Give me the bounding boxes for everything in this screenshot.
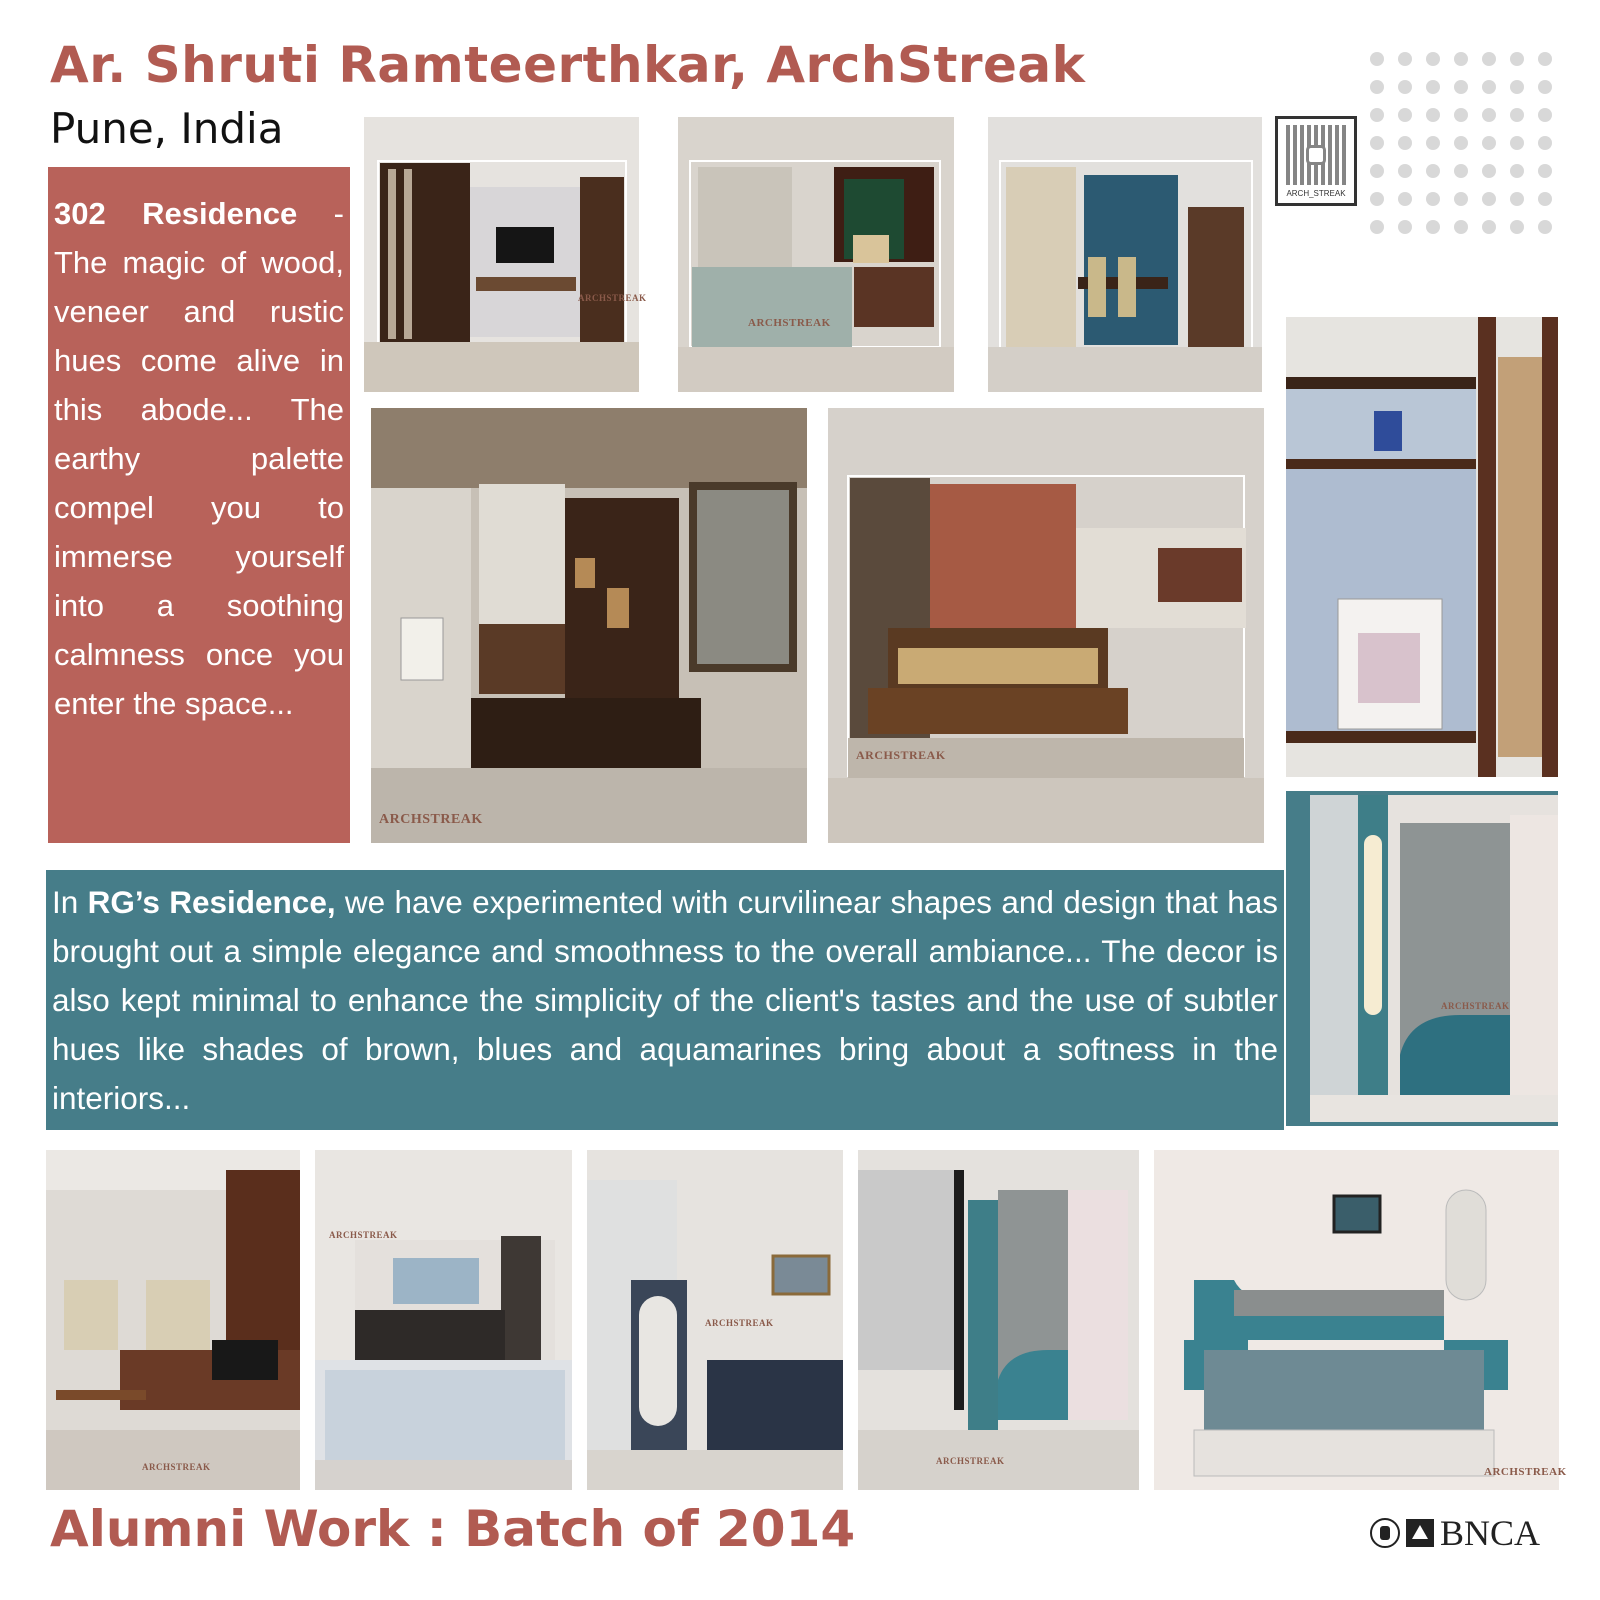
project-rg-lead: In	[52, 884, 88, 920]
decorative-dot	[1538, 136, 1552, 150]
wardrobe-teal-illustration	[1310, 795, 1558, 1122]
decorative-dot	[1454, 52, 1468, 66]
decorative-dot	[1482, 80, 1496, 94]
niche-blue-illustration	[1286, 317, 1558, 777]
photo-bedroom-teal-bed	[1154, 1150, 1567, 1490]
photo-bedroom-seascape	[315, 1150, 572, 1490]
decorative-dot	[1454, 164, 1468, 178]
decorative-dot	[1538, 220, 1552, 234]
decorative-dot	[1454, 220, 1468, 234]
mandir-illustration	[371, 408, 807, 843]
decorative-dot	[1426, 108, 1440, 122]
qr-label: ARCH_STREAK	[1286, 189, 1346, 198]
photo-wardrobe-mirror	[587, 1150, 843, 1490]
living-room-illustration	[364, 117, 639, 392]
decorative-dot	[1426, 192, 1440, 206]
college-crest-icon	[1406, 1519, 1434, 1547]
decorative-dot	[1426, 80, 1440, 94]
decorative-dot	[1510, 164, 1524, 178]
bnca-logo-text: BNCA	[1440, 1513, 1541, 1553]
project-rg-description	[46, 870, 1284, 1130]
decorative-dot	[1398, 80, 1412, 94]
page-title: Ar. Shruti Ramteerthkar, ArchStreak	[50, 36, 1086, 94]
decorative-dot	[1370, 80, 1384, 94]
decorative-dot	[1426, 164, 1440, 178]
decorative-dot	[1370, 108, 1384, 122]
decorative-dot	[1398, 52, 1412, 66]
decorative-dot	[1398, 192, 1412, 206]
watermark: ARCHSTREAK	[705, 1318, 774, 1328]
decorative-dot	[1454, 192, 1468, 206]
project-rg-name: RG’s Residence,	[87, 884, 336, 920]
decorative-dot	[1370, 192, 1384, 206]
dot-pattern	[1370, 52, 1565, 242]
watermark: ARCHSTREAK	[329, 1230, 398, 1240]
watermark: ARCHSTREAK	[578, 293, 647, 303]
decorative-dot	[1510, 136, 1524, 150]
living-tv-wood-illustration	[46, 1150, 300, 1490]
dining-illustration	[988, 117, 1262, 392]
decorative-dot	[1510, 192, 1524, 206]
watermark: ARCHSTREAK	[1441, 1001, 1510, 1011]
decorative-dot	[1510, 220, 1524, 234]
decorative-dot	[1510, 80, 1524, 94]
decorative-dot	[1482, 52, 1496, 66]
decorative-dot	[1482, 164, 1496, 178]
decorative-dot	[1482, 136, 1496, 150]
decorative-dot	[1482, 192, 1496, 206]
project-302-description	[48, 167, 350, 843]
photo-mandir-display	[371, 408, 807, 843]
location: Pune, India	[50, 104, 284, 153]
decorative-dot	[1538, 164, 1552, 178]
photo-bedroom-green	[678, 117, 954, 392]
project-302-name: 302 Residence	[54, 196, 298, 231]
decorative-dot	[1426, 220, 1440, 234]
decorative-dot	[1454, 80, 1468, 94]
footer-title: Alumni Work : Batch of 2014	[50, 1500, 856, 1558]
decorative-dot	[1538, 108, 1552, 122]
decorative-dot	[1454, 108, 1468, 122]
watermark: ARCHSTREAK	[379, 812, 483, 827]
decorative-dot	[1426, 136, 1440, 150]
decorative-dot	[1482, 108, 1496, 122]
decorative-dot	[1510, 108, 1524, 122]
decorative-dot	[1398, 164, 1412, 178]
photo-swing-living	[828, 408, 1264, 843]
photo-dining-blue	[988, 117, 1262, 392]
decorative-dot	[1454, 136, 1468, 150]
decorative-dot	[1370, 220, 1384, 234]
bedroom-green-illustration	[678, 117, 954, 392]
bedroom-wardrobe-illustration	[858, 1150, 1139, 1490]
qr-icon	[1286, 125, 1346, 185]
photo-living-tv-wood	[46, 1150, 300, 1490]
bedroom-teal-bed-illustration	[1154, 1150, 1559, 1490]
bedroom-seascape-illustration	[315, 1150, 572, 1490]
instagram-qr-code[interactable]	[1275, 116, 1357, 206]
photo-living-tv-unit	[364, 117, 647, 392]
watermark: ARCHSTREAK	[936, 1456, 1005, 1466]
decorative-dot	[1398, 136, 1412, 150]
decorative-dot	[1370, 136, 1384, 150]
college-emblem-icon	[1370, 1518, 1400, 1548]
decorative-dot	[1538, 52, 1552, 66]
photo-bedroom-wardrobe	[858, 1150, 1139, 1490]
decorative-dot	[1398, 108, 1412, 122]
bnca-logo	[1370, 1512, 1540, 1554]
watermark: ARCHSTREAK	[856, 748, 946, 762]
photo-wardrobe-teal	[1286, 791, 1558, 1126]
decorative-dot	[1538, 80, 1552, 94]
decorative-dot	[1482, 220, 1496, 234]
project-rg-text: we have experimented with curvilinear shapes and design that has brought out a simple elegance and smoothness to the overall ambiance... The decor is also kept minimal to enhance the simplicity of the client's tastes and the use of subtler hues like shades of brown, blues and aquamarines bring about a softness in the interiors...	[52, 884, 1278, 1116]
swing-living-illustration	[828, 408, 1264, 843]
watermark: ARCHSTREAK	[748, 317, 831, 329]
decorative-dot	[1370, 52, 1384, 66]
project-302-text: - The magic of wood, veneer and rustic hues come alive in this abode... The earthy palette compel you to immerse yourself into a soothing calmness once you enter the space...	[54, 196, 344, 721]
decorative-dot	[1370, 164, 1384, 178]
photo-niche-blue	[1286, 317, 1558, 777]
watermark: ARCHSTREAK	[1484, 1466, 1567, 1478]
decorative-dot	[1538, 192, 1552, 206]
decorative-dot	[1510, 52, 1524, 66]
decorative-dot	[1398, 220, 1412, 234]
decorative-dot	[1426, 52, 1440, 66]
watermark: ARCHSTREAK	[142, 1462, 211, 1472]
